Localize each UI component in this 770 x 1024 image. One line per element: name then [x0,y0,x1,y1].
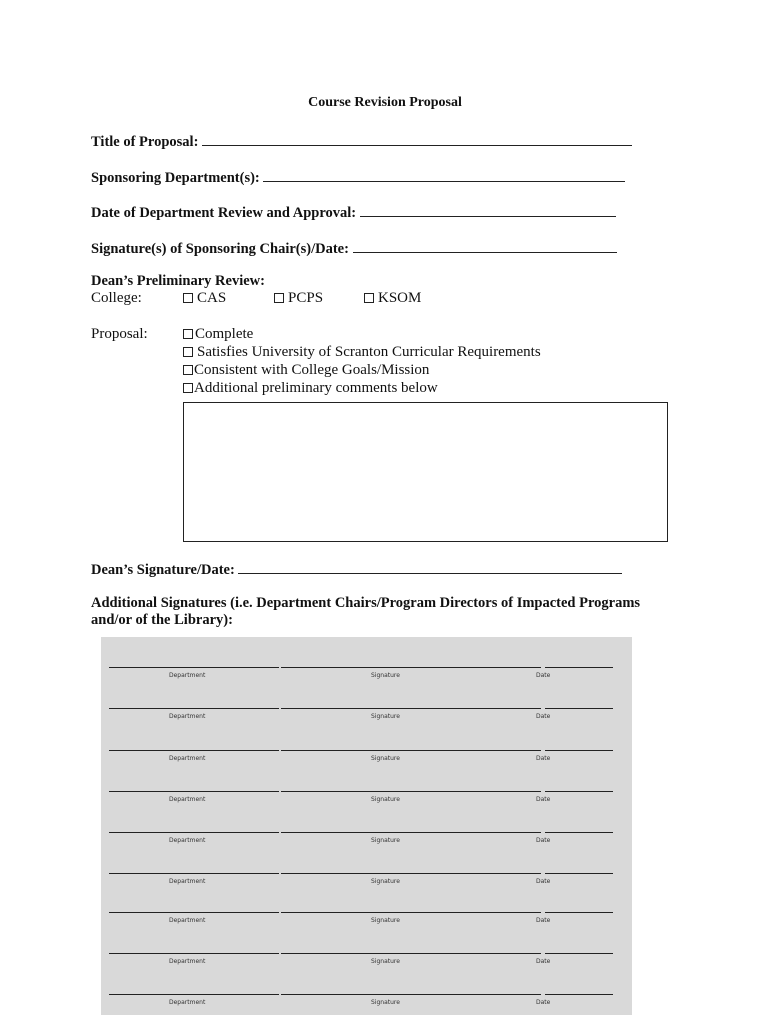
sponsoring-department-row [91,167,625,187]
department-line[interactable] [109,832,279,833]
proposal-option-requirements[interactable]: Satisfies University of Scranton Curricular Requirements [183,344,541,361]
date-caption: Date [536,672,551,679]
checkbox-icon[interactable] [183,347,193,357]
signature-caption: Signature [371,878,400,885]
deans-review-heading: Dean’s Preliminary Review: [91,273,265,289]
title-of-proposal-label: Title of Proposal: [91,134,199,150]
department-line[interactable] [109,994,279,995]
preliminary-comments-box[interactable] [183,402,668,542]
date-caption: Date [536,837,551,844]
signature-row [101,708,632,738]
form-title: Course Revision Proposal [308,95,462,110]
signature-row [101,953,632,983]
signature-caption: Signature [371,958,400,965]
date-line[interactable] [545,750,613,751]
date-review-label: Date of Department Review and Approval: [91,205,357,221]
signature-line[interactable] [281,994,541,995]
proposal-option-goals[interactable]: Consistent with College Goals/Mission [183,362,429,379]
sponsoring-department-label: Sponsoring Department(s): [91,170,260,186]
date-line[interactable] [545,832,613,833]
deans-signature-label: Dean’s Signature/Date: [91,562,235,578]
date-line[interactable] [545,667,613,668]
signature-row [101,791,632,821]
signature-row [101,750,632,780]
checkbox-icon[interactable] [183,365,193,375]
checkbox-icon[interactable] [364,293,374,303]
date-caption: Date [536,796,551,803]
signature-line[interactable] [281,832,541,833]
department-caption: Department [169,837,206,844]
signature-caption: Signature [371,755,400,762]
department-caption: Department [169,713,206,720]
signature-line[interactable] [281,750,541,751]
department-caption: Department [169,999,206,1006]
signature-row [101,667,632,697]
college-option-cas[interactable]: CAS [183,290,226,307]
department-line[interactable] [109,912,279,913]
date-caption: Date [536,713,551,720]
signature-chair-label: Signature(s) of Sponsoring Chair(s)/Date: [91,241,349,257]
signature-chair-row [91,238,617,258]
signature-caption: Signature [371,672,400,679]
additional-signatures-heading-line1: Additional Signatures (i.e. Department Chairs/Program Directors of Impacted Programs [91,595,641,611]
date-review-field[interactable] [360,202,616,217]
signature-row [101,912,632,942]
signature-caption: Signature [371,999,400,1006]
department-line[interactable] [109,873,279,874]
title-of-proposal-field[interactable] [202,131,632,146]
sponsoring-department-field[interactable] [263,167,625,182]
department-caption: Department [169,672,206,679]
department-caption: Department [169,755,206,762]
signature-caption: Signature [371,796,400,803]
checkbox-icon[interactable] [274,293,284,303]
signature-line[interactable] [281,912,541,913]
date-line[interactable] [545,873,613,874]
signature-row [101,994,632,1024]
signature-chair-field[interactable] [353,238,617,253]
signature-row [101,832,632,862]
proposal-label: Proposal: [91,326,148,342]
signature-row [101,873,632,903]
department-line[interactable] [109,667,279,668]
college-label: College: [91,290,142,306]
proposal-option-complete[interactable]: Complete [183,326,253,343]
signature-caption: Signature [371,837,400,844]
date-caption: Date [536,999,551,1006]
date-review-row [91,202,616,222]
date-line[interactable] [545,791,613,792]
signature-panel [101,637,632,1015]
department-line[interactable] [109,791,279,792]
signature-caption: Signature [371,917,400,924]
date-caption: Date [536,755,551,762]
signature-line[interactable] [281,791,541,792]
checkbox-icon[interactable] [183,293,193,303]
date-line[interactable] [545,994,613,995]
date-caption: Date [536,958,551,965]
department-caption: Department [169,917,206,924]
date-line[interactable] [545,912,613,913]
deans-signature-field[interactable] [238,559,622,574]
date-line[interactable] [545,953,613,954]
date-caption: Date [536,878,551,885]
signature-line[interactable] [281,667,541,668]
signature-line[interactable] [281,873,541,874]
deans-signature-row [91,559,622,579]
college-option-ksom[interactable]: KSOM [364,290,421,307]
department-line[interactable] [109,708,279,709]
date-caption: Date [536,917,551,924]
department-caption: Department [169,958,206,965]
college-option-pcps[interactable]: PCPS [274,290,323,307]
department-line[interactable] [109,953,279,954]
department-line[interactable] [109,750,279,751]
signature-line[interactable] [281,708,541,709]
signature-caption: Signature [371,713,400,720]
additional-signatures-heading-line2: and/or of the Library): [91,612,233,628]
title-of-proposal-row [91,131,632,151]
checkbox-icon[interactable] [183,383,193,393]
proposal-option-additional[interactable]: Additional preliminary comments below [183,380,438,397]
date-line[interactable] [545,708,613,709]
department-caption: Department [169,796,206,803]
checkbox-icon[interactable] [183,329,193,339]
signature-line[interactable] [281,953,541,954]
department-caption: Department [169,878,206,885]
